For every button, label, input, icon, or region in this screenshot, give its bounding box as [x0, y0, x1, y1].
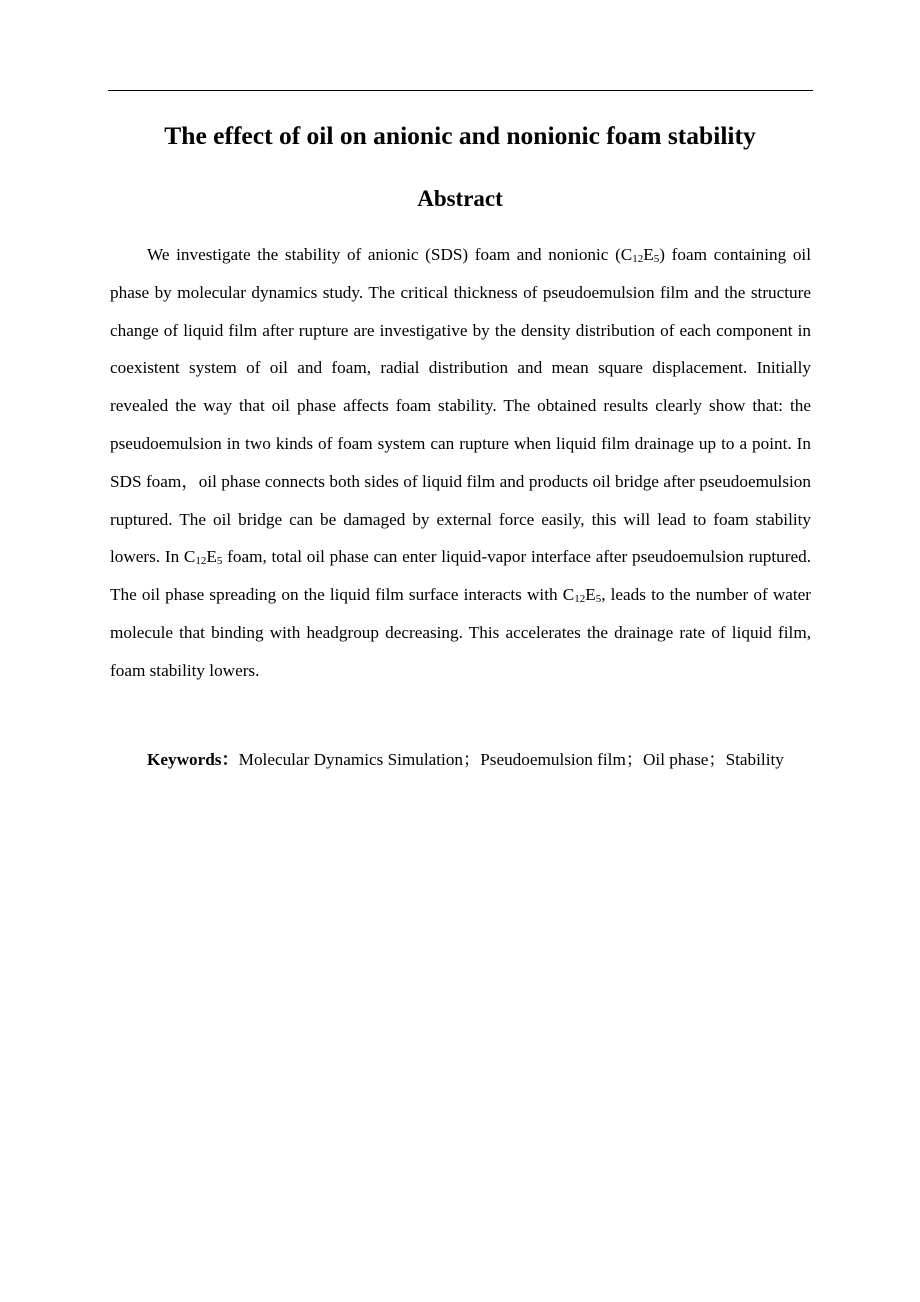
subscript: 12 — [574, 593, 586, 606]
abstract-text: foam, total oil phase can enter liquid-vapor interface after pseudoemulsion ruptured. The oil phase spreading on the liquid film surface interacts with C — [110, 547, 811, 605]
subscript: 5 — [595, 593, 602, 606]
abstract-text: , leads to the number of water molecule that binding with headgroup decreasing. This accelerates the drainage rate of liquid film, foam stability lowers. — [110, 585, 812, 680]
abstract-text: E — [585, 585, 596, 605]
abstract-text: E — [206, 547, 217, 567]
keywords-label: Keywords： — [147, 750, 239, 769]
subscript: 5 — [216, 555, 223, 568]
abstract-heading: Abstract — [417, 186, 503, 211]
paper-title: The effect of oil on anionic and nonionic foam stability — [164, 121, 756, 150]
abstract-text: ) foam containing oil phase by molecular dynamics study. The critical thickness of pseudoemulsion film and the structure change of liquid film after rupture are investigative by the density distribution of each component in coexistent system of oil and foam, radial distribution and mean square displacement. Initially revealed the way that oil phase affects foam stability. The obtained results clearly show that: the pseudoemulsion in two kinds of foam system can rupture when liquid film drainage up to a point. In SDS foam，oil phase connects both sides of liquid film and products oil bridge after pseudoemulsion ruptured. The oil bridge can be damaged by external force easily, this will lead to foam stability lowers. In C — [110, 245, 811, 567]
abstract-text: We investigate the stability of anionic (SDS) foam and nonionic (C — [147, 245, 633, 264]
subscript: 12 — [632, 253, 644, 265]
subscript: 5 — [653, 253, 660, 265]
subscript: 12 — [195, 555, 207, 568]
header-rule — [108, 90, 813, 91]
abstract-paragraph — [110, 236, 811, 690]
keywords-line — [110, 741, 811, 779]
abstract-text: E — [643, 245, 654, 264]
keywords-list: Molecular Dynamics Simulation；Pseudoemulsion film；Oil phase；Stability — [238, 750, 784, 769]
